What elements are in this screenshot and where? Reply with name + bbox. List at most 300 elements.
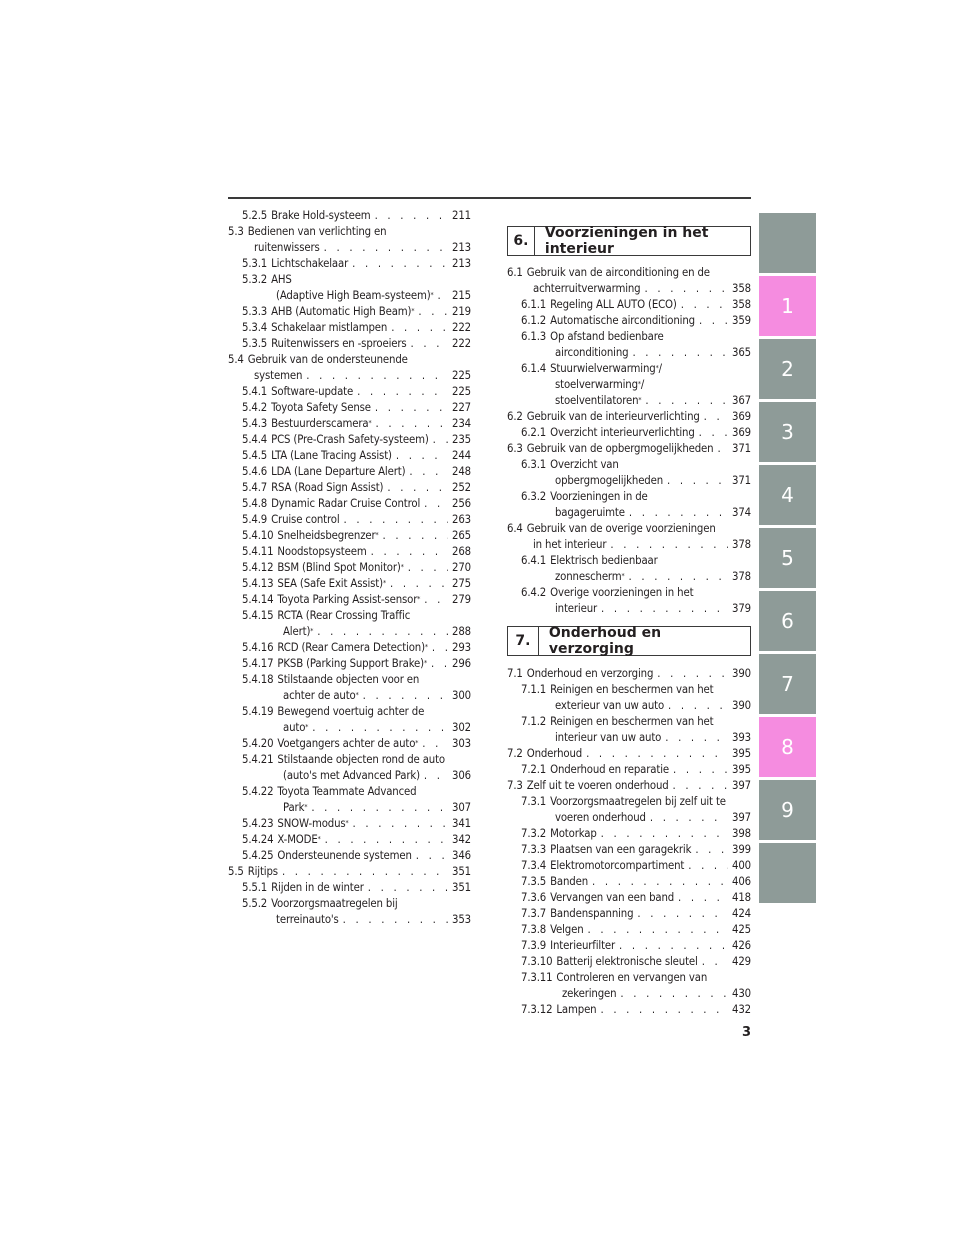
toc-entry[interactable] — [228, 880, 471, 896]
dot-leader — [664, 698, 728, 714]
toc-entry[interactable] — [507, 938, 751, 954]
toc-entry-title: Rijtips — [247, 865, 278, 878]
dot-leader — [367, 544, 448, 560]
toc-entry[interactable] — [228, 480, 471, 496]
toc-entry[interactable] — [507, 778, 751, 794]
toc-entry[interactable] — [507, 265, 751, 297]
toc-entry-number: 6.2.1 — [521, 426, 547, 439]
dot-leader — [320, 240, 448, 256]
toc-entry-title: AHB (Automatic High Beam)* — [271, 305, 415, 318]
toc-entry-number: 5.4.20 — [242, 737, 274, 750]
toc-entry[interactable] — [228, 864, 471, 880]
toc-entry[interactable] — [507, 457, 751, 489]
toc-entry[interactable] — [228, 448, 471, 464]
toc-entry-title: Snelheidsbegrenzer* — [277, 529, 379, 542]
toc-entry[interactable] — [507, 970, 751, 1002]
toc-entry[interactable] — [228, 320, 471, 336]
toc-page-number: 425 — [732, 923, 751, 936]
toc-entry-number: 5.4.2 — [242, 401, 268, 414]
dot-leader — [684, 858, 728, 874]
toc-entry[interactable] — [228, 832, 471, 848]
toc-entry-title: systemen — [254, 369, 303, 382]
toc-page-number: 307 — [452, 801, 471, 814]
dot-leader — [695, 313, 728, 329]
toc-entry-number: 6.1.3 — [521, 330, 547, 343]
toc-page-number: 227 — [452, 401, 471, 414]
toc-page-number: 303 — [452, 737, 471, 750]
toc-page-number: 426 — [732, 939, 751, 952]
toc-entry-title: Schakelaar mistlampen — [271, 321, 388, 334]
toc-entry[interactable] — [507, 425, 751, 441]
section-6-number: 6. — [508, 227, 535, 255]
chapter-tab-9[interactable]: 9 — [759, 780, 816, 840]
toc-entry-title: LTA (Lane Tracing Assist) — [271, 449, 392, 462]
chapter-tab-1[interactable]: 1 — [759, 276, 816, 336]
toc-entry[interactable] — [228, 736, 471, 752]
toc-page-number: 234 — [452, 417, 471, 430]
page-number: 3 — [742, 1025, 752, 1040]
toc-entry-number: 6.1.1 — [521, 298, 547, 311]
toc-page-number: 358 — [732, 282, 751, 295]
dot-leader — [429, 432, 448, 448]
dot-leader — [615, 938, 728, 954]
toc-entry[interactable] — [507, 858, 751, 874]
toc-entry[interactable] — [228, 816, 471, 832]
toc-page-number: 211 — [452, 209, 471, 222]
dot-leader — [584, 922, 729, 938]
toc-entry[interactable] — [507, 441, 751, 457]
toc-entry[interactable] — [507, 297, 751, 313]
toc-entry[interactable] — [507, 890, 751, 906]
dot-leader — [633, 906, 728, 922]
dot-leader — [669, 778, 729, 794]
dot-leader — [418, 736, 448, 752]
toc-entry-title: Interieurfilter — [550, 939, 616, 952]
toc-entry-title: Batterij elektronische sleutel — [556, 955, 698, 968]
toc-page-number: 378 — [732, 538, 751, 551]
toc-entry-number: 6.4 — [507, 522, 523, 535]
toc-entry-title: Software-update — [271, 385, 354, 398]
toc-entry-number: 5.2.5 — [242, 209, 268, 222]
toc-entry-number: 7.3.7 — [521, 907, 547, 920]
toc-entry[interactable] — [228, 656, 471, 672]
toc-entry-title: Voorzorgsmaatregelen bij zelf uit te — [550, 795, 726, 808]
section-6-title: Voorzieningen in het interieur — [544, 225, 709, 257]
toc-entry[interactable] — [228, 752, 471, 784]
toc-entry-number: 5.4.16 — [242, 641, 274, 654]
dot-leader — [698, 954, 728, 970]
toc-entry-title: Toyota Teammate Advanced — [277, 785, 417, 798]
toc-entry-number: 5.4.15 — [242, 609, 274, 622]
toc-entry-title: voeren onderhoud — [555, 811, 646, 824]
toc-page-number: 369 — [732, 426, 751, 439]
toc-entry-number: 5.3.3 — [242, 305, 268, 318]
top-rule — [228, 197, 751, 199]
toc-page-number: 222 — [452, 337, 471, 350]
toc-entry-title: Ondersteunende systemen — [277, 849, 412, 862]
toc-page-number: 275 — [452, 577, 471, 590]
dot-leader — [407, 336, 449, 352]
toc-entry-title: in het interieur — [533, 538, 607, 551]
dot-leader — [321, 832, 448, 848]
toc-entry[interactable] — [228, 432, 471, 448]
toc-page-number: 367 — [732, 394, 751, 407]
toc-page-number: 395 — [732, 747, 751, 760]
toc-entry-title: RCD (Rear Camera Detection)* — [277, 641, 428, 654]
toc-entry-title: Rijden in de winter — [271, 881, 364, 894]
dot-leader — [348, 256, 448, 272]
toc-entry-number: 7.1 — [507, 667, 523, 680]
toc-entry-title: Controleren en vervangen van — [556, 971, 708, 984]
toc-entry-number: 5.4.23 — [242, 817, 274, 830]
toc-entry-number: 5.4.10 — [242, 529, 274, 542]
toc-entry-number: 5.4.7 — [242, 481, 268, 494]
toc-page-number: 351 — [452, 865, 471, 878]
toc-entry[interactable] — [507, 329, 751, 361]
toc-page-number: 252 — [452, 481, 471, 494]
toc-page-number: 270 — [452, 561, 471, 574]
toc-page-number: 351 — [452, 881, 471, 894]
toc-entry[interactable] — [228, 512, 471, 528]
toc-entry-title: Park* — [283, 801, 308, 814]
toc-left-column — [228, 208, 471, 928]
toc-entry[interactable] — [228, 592, 471, 608]
toc-entry-title: bagageruimte — [555, 506, 625, 519]
toc-page-number: 390 — [732, 667, 751, 680]
toc-entry-title: PKSB (Parking Support Brake)* — [277, 657, 427, 670]
toc-entry[interactable] — [228, 272, 471, 304]
toc-entry-number: 7.3.9 — [521, 939, 547, 952]
toc-entry[interactable] — [228, 896, 471, 928]
dot-leader — [353, 384, 448, 400]
dot-leader — [616, 986, 728, 1002]
toc-entry-title: Op afstand bedienbare — [550, 330, 664, 343]
toc-entry-title: achterruitverwarming — [533, 282, 641, 295]
toc-section-7 — [507, 666, 751, 1018]
toc-entry-number: 5.4.22 — [242, 785, 274, 798]
toc-entry[interactable] — [507, 313, 751, 329]
toc-entry-title: Onderhoud en verzorging — [526, 667, 654, 680]
toc-entry-title: Noodstopsysteem — [277, 545, 367, 558]
toc-entry[interactable] — [507, 714, 751, 746]
dot-leader — [379, 528, 449, 544]
toc-entry[interactable] — [507, 906, 751, 922]
toc-entry-title: Onderhoud — [526, 747, 583, 760]
dot-leader — [392, 448, 448, 464]
toc-entry-number: 6.3 — [507, 442, 523, 455]
dot-leader — [339, 912, 448, 928]
toc-entry-title: stoelverwarming*/ — [555, 378, 645, 391]
toc-entry-title: Elektromotorcompartiment — [550, 859, 685, 872]
toc-entry[interactable] — [507, 489, 751, 521]
toc-entry-number: 5.4.8 — [242, 497, 268, 510]
toc-entry[interactable] — [228, 640, 471, 656]
dot-leader — [371, 400, 448, 416]
toc-entry-number: 7.3.8 — [521, 923, 547, 936]
toc-entry[interactable] — [228, 336, 471, 352]
toc-entry-number: 7.3.10 — [521, 955, 553, 968]
toc-entry-title: PCS (Pre-Crash Safety-systeem) — [271, 433, 429, 446]
toc-entry-title: Gebruik van de ondersteunende — [247, 353, 408, 366]
toc-entry-title: LDA (Lane Departure Alert) — [271, 465, 406, 478]
toc-entry-number: 5.5.1 — [242, 881, 268, 894]
toc-entry-number: 5.3.5 — [242, 337, 268, 350]
toc-entry-number: 5.3 — [228, 225, 244, 238]
section-7-number: 7. — [508, 627, 539, 655]
chapter-tab-7[interactable]: 7 — [759, 654, 816, 714]
section-7-title: Onderhoud en verzorging — [548, 625, 662, 657]
dot-leader — [404, 560, 448, 576]
toc-entry-number: 5.4.18 — [242, 673, 274, 686]
toc-entry-number: 7.2.1 — [521, 763, 547, 776]
dot-leader — [427, 656, 448, 672]
dot-leader — [371, 208, 448, 224]
toc-entry-number: 7.3 — [507, 779, 523, 792]
toc-page-number: 429 — [732, 955, 751, 968]
toc-entry-title: Reinigen en beschermen van het — [550, 683, 714, 696]
dot-leader — [308, 720, 448, 736]
toc-page-number: 263 — [452, 513, 471, 526]
section-6-heading — [507, 226, 751, 256]
chapter-tab-2[interactable]: 2 — [759, 339, 816, 399]
toc-page-number: 395 — [732, 763, 751, 776]
toc-entry-number: 7.3.5 — [521, 875, 547, 888]
toc-entry-title: Regeling ALL AUTO (ECO) — [550, 298, 677, 311]
dot-leader — [646, 810, 728, 826]
toc-entry[interactable] — [507, 954, 751, 970]
toc-page-number: 213 — [452, 257, 471, 270]
toc-entry-number: 7.3.4 — [521, 859, 547, 872]
dot-leader — [386, 576, 448, 592]
toc-entry-title: Plaatsen van een garagekrik — [550, 843, 692, 856]
toc-entry-title: SEA (Safe Exit Assist)* — [277, 577, 386, 590]
toc-entry[interactable] — [507, 874, 751, 890]
chapter-tab-3[interactable]: 3 — [759, 402, 816, 462]
toc-entry[interactable] — [507, 666, 751, 682]
dot-leader — [313, 624, 448, 640]
chapter-tab-blank[interactable] — [759, 213, 816, 273]
toc-page-number: 222 — [452, 321, 471, 334]
toc-entry-title: Bandenspanning — [550, 907, 634, 920]
toc-entry[interactable] — [228, 256, 471, 272]
toc-entry-number: 5.4.19 — [242, 705, 274, 718]
toc-entry-number: 5.4.11 — [242, 545, 274, 558]
toc-entry-number: 6.4.1 — [521, 554, 547, 567]
toc-entry-title: Stilstaande objecten rond de auto — [277, 753, 445, 766]
toc-entry-title: Bewegend voertuig achter de — [277, 705, 425, 718]
toc-entry-number: 7.3.12 — [521, 1003, 553, 1016]
toc-entry-title: airconditioning — [555, 346, 629, 359]
toc-entry-number: 5.5 — [228, 865, 244, 878]
toc-entry-number: 7.3.1 — [521, 795, 547, 808]
chapter-tab-blank[interactable] — [759, 843, 816, 903]
toc-page-number: 397 — [732, 779, 751, 792]
dot-leader — [713, 441, 728, 457]
toc-page-number: 244 — [452, 449, 471, 462]
chapter-tab-5[interactable]: 5 — [759, 528, 816, 588]
toc-page-number: 302 — [452, 721, 471, 734]
toc-entry-number: 7.1.2 — [521, 715, 547, 728]
toc-page-number: 306 — [452, 769, 471, 782]
toc-entry[interactable] — [228, 496, 471, 512]
toc-entry[interactable] — [507, 762, 751, 778]
toc-entry-title: Velgen — [550, 923, 584, 936]
dot-leader — [625, 505, 728, 521]
toc-page-number: 279 — [452, 593, 471, 606]
toc-entry[interactable] — [507, 585, 751, 617]
toc-entry-number: 5.4.9 — [242, 513, 268, 526]
toc-entry-title: Overzicht van — [550, 458, 619, 471]
chapter-tab-6[interactable]: 6 — [759, 591, 816, 651]
toc-page-number: 397 — [732, 811, 751, 824]
toc-entry-number: 5.4.12 — [242, 561, 274, 574]
toc-entry[interactable] — [228, 528, 471, 544]
toc-entry-title: Banden — [550, 875, 589, 888]
toc-entry-number: 5.3.2 — [242, 273, 268, 286]
toc-entry[interactable] — [507, 409, 751, 425]
toc-entry[interactable] — [228, 416, 471, 432]
chapter-tabs — [759, 213, 816, 906]
dot-leader — [434, 288, 449, 304]
toc-entry-number: 5.4.6 — [242, 465, 268, 478]
toc-entry-number: 6.1.2 — [521, 314, 547, 327]
toc-entry-number: 5.4.21 — [242, 753, 274, 766]
toc-entry-title: opbergmogelijkheden — [555, 474, 663, 487]
toc-entry[interactable] — [507, 794, 751, 826]
toc-entry-number: 7.2 — [507, 747, 523, 760]
toc-entry-title: stoelventilatoren* — [555, 394, 642, 407]
toc-entry[interactable] — [228, 384, 471, 400]
toc-entry[interactable] — [507, 746, 751, 762]
toc-entry[interactable] — [228, 576, 471, 592]
toc-page-number: 265 — [452, 529, 471, 542]
toc-entry-title: Cruise control — [271, 513, 340, 526]
toc-entry-title: Toyota Parking Assist-sensor* — [277, 593, 421, 606]
toc-entry-title: zonnescherm* — [555, 570, 625, 583]
chapter-tab-8[interactable]: 8 — [759, 717, 816, 777]
chapter-tab-4[interactable]: 4 — [759, 465, 816, 525]
toc-entry[interactable] — [228, 400, 471, 416]
toc-entry-number: 5.3.1 — [242, 257, 268, 270]
toc-page-number: 288 — [452, 625, 471, 638]
toc-entry-title: exterieur van uw auto — [555, 699, 665, 712]
toc-entry[interactable] — [507, 521, 751, 553]
dot-leader — [278, 864, 448, 880]
toc-entry-number: 5.4.25 — [242, 849, 274, 862]
toc-page-number: 379 — [732, 602, 751, 615]
toc-entry-number: 5.4.3 — [242, 417, 268, 430]
toc-entry[interactable] — [228, 608, 471, 640]
toc-entry[interactable] — [228, 208, 471, 224]
toc-page-number: 424 — [732, 907, 751, 920]
dot-leader — [625, 569, 729, 585]
toc-entry[interactable] — [228, 784, 471, 816]
toc-page-number: 399 — [732, 843, 751, 856]
toc-entry-number: 6.3.1 — [521, 458, 547, 471]
toc-page-number: 235 — [452, 433, 471, 446]
dot-leader — [653, 666, 728, 682]
toc-entry-title: ruitenwissers — [254, 241, 320, 254]
toc-entry[interactable] — [507, 1002, 751, 1018]
toc-entry[interactable] — [228, 352, 471, 384]
toc-entry-title: Vervangen van een band — [550, 891, 675, 904]
dot-leader — [414, 304, 448, 320]
toc-entry-number: 5.4.24 — [242, 833, 274, 846]
toc-page-number: 369 — [732, 410, 751, 423]
toc-entry-number: 5.4.14 — [242, 593, 274, 606]
dot-leader — [340, 512, 449, 528]
toc-page-number: 432 — [732, 1003, 751, 1016]
toc-entry-number: 6.3.2 — [521, 490, 547, 503]
toc-entry[interactable] — [228, 304, 471, 320]
toc-entry[interactable] — [228, 672, 471, 704]
toc-page-number: 215 — [452, 289, 471, 302]
dot-leader — [695, 425, 728, 441]
dot-leader — [674, 890, 728, 906]
dot-leader — [428, 640, 448, 656]
toc-entry[interactable] — [228, 464, 471, 480]
toc-entry-number: 5.4.17 — [242, 657, 274, 670]
toc-entry-number: 6.1 — [507, 266, 523, 279]
toc-entry-number: 5.5.2 — [242, 897, 268, 910]
toc-entry-number: 5.4.13 — [242, 577, 274, 590]
toc-entry-number: 6.4.2 — [521, 586, 547, 599]
toc-page-number: 300 — [452, 689, 471, 702]
dot-leader — [640, 281, 728, 297]
toc-page-number: 346 — [452, 849, 471, 862]
toc-page-number: 406 — [732, 875, 751, 888]
toc-page-number: 225 — [452, 369, 471, 382]
dot-leader — [588, 874, 728, 890]
dot-leader — [597, 601, 728, 617]
toc-entry-title: terreinauto's — [276, 913, 339, 926]
toc-entry[interactable] — [507, 553, 751, 585]
toc-entry-title: Dynamic Radar Cruise Control — [271, 497, 421, 510]
toc-entry[interactable] — [507, 922, 751, 938]
toc-entry[interactable] — [507, 842, 751, 858]
dot-leader — [677, 297, 728, 313]
toc-entry-number: 5.3.4 — [242, 321, 268, 334]
toc-entry-title: BSM (Blind Spot Monitor)* — [277, 561, 404, 574]
toc-page-number: 371 — [732, 442, 751, 455]
toc-entry[interactable] — [228, 560, 471, 576]
toc-entry-title: Bedienen van verlichting en — [247, 225, 387, 238]
toc-entry-number: 7.3.2 — [521, 827, 547, 840]
toc-entry-title: Stuurwielverwarming*/ — [550, 362, 662, 375]
dot-leader — [405, 464, 448, 480]
toc-entry-number: 5.4.1 — [242, 385, 268, 398]
toc-page-number: 358 — [732, 298, 751, 311]
dot-leader — [302, 368, 448, 384]
dot-leader — [364, 880, 448, 896]
toc-entry[interactable] — [507, 682, 751, 714]
dot-leader — [349, 816, 449, 832]
dot-leader — [420, 496, 448, 512]
toc-page-number: 341 — [452, 817, 471, 830]
toc-entry-title: Gebruik van de airconditioning en de — [526, 266, 710, 279]
toc-entry[interactable] — [507, 826, 751, 842]
toc-page-number: 398 — [732, 827, 751, 840]
toc-entry[interactable] — [228, 704, 471, 736]
toc-entry-title: Reinigen en beschermen van het — [550, 715, 714, 728]
dot-leader — [661, 730, 728, 746]
toc-entry-number: 6.2 — [507, 410, 523, 423]
toc-entry[interactable] — [507, 361, 751, 409]
dot-leader — [359, 688, 448, 704]
toc-entry[interactable] — [228, 224, 471, 256]
toc-entry[interactable] — [228, 544, 471, 560]
toc-entry[interactable] — [228, 848, 471, 864]
